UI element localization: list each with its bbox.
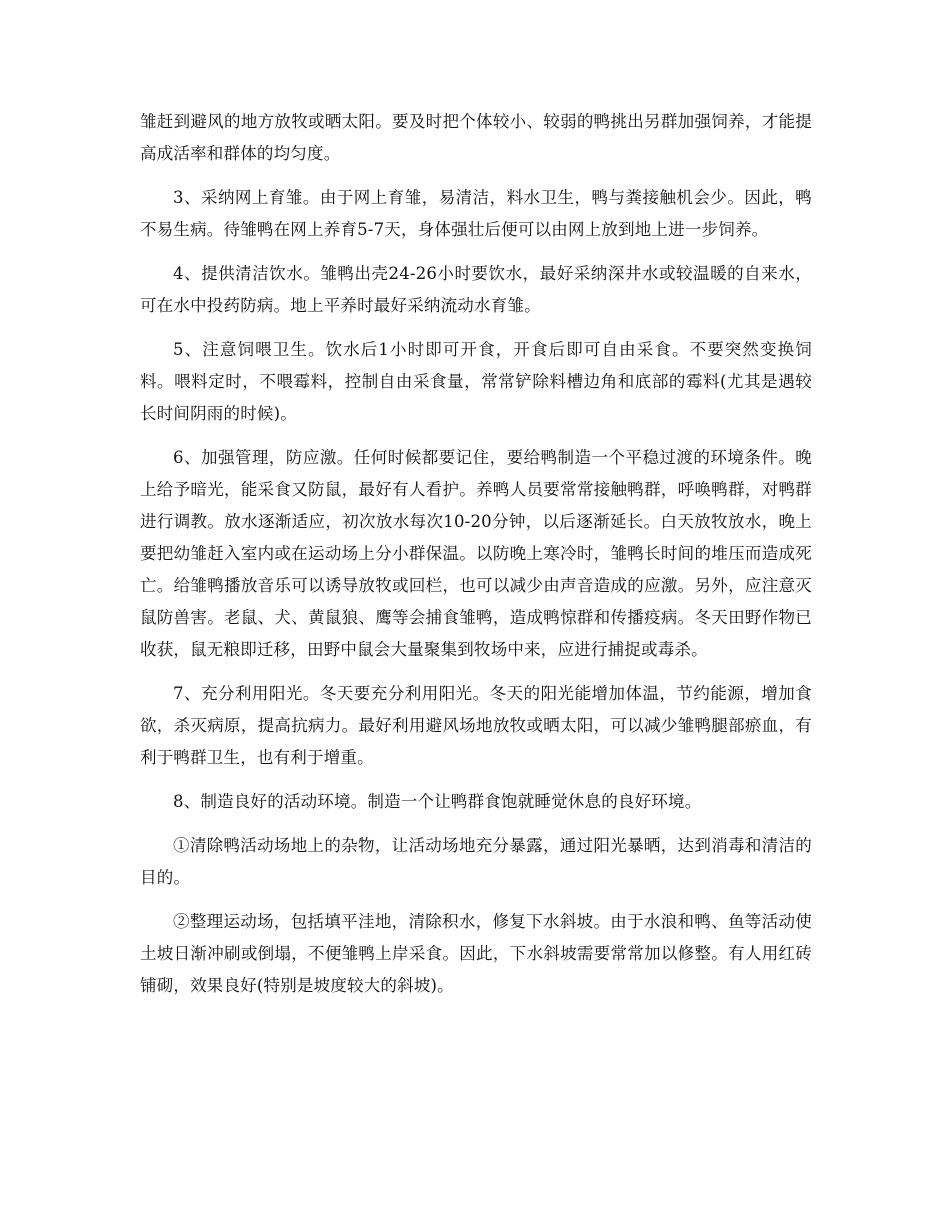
paragraph-item-4: 4、提供清洁饮水。雏鸭出壳24-26小时要饮水，最好采纳深井水或较温暖的自来水，可在水中投药防病。地上平养时最好采纳流动水育雏。: [140, 264, 812, 315]
paragraph-item-6: 6、加强管理，防应激。任何时候都要记住，要给鸭制造一个平稳过渡的环境条件。晚上给予暗光，能采食又防鼠，最好有人看护。养鸭人员要常常接触鸭群，呼唤鸭群，对鸭群进行调教。放水逐渐适应，初次放水每次10-20分钟，以后逐渐延长。白天放牧放水，晚上要把幼雏赶入室内或在运动场上分小群保温。以防晚上寒冷时，雏鸭长时间的堆压而造成死亡。给雏鸭播放音乐可以诱导放牧或回栏，也可以减少由声音造成的应激。另外，应注意灭鼠防兽害。老鼠、犬、黄鼠狼、鹰等会捕食雏鸭，造成鸭惊群和传播疫病。冬天田野作物已收获，鼠无粮即迁移，田野中鼠会大量聚集到牧场中来，应进行捕捉或毒杀。: [140, 448, 812, 659]
paragraph-sub-item-1: ①清除鸭活动场地上的杂物，让活动场地充分暴露，通过阳光暴晒，达到消毒和清洁的目的。: [140, 836, 812, 887]
paragraph-item-5: 5、注意饲喂卫生。饮水后1小时即可开食，开食后即可自由采食。不要突然变换饲料。喂料定时，不喂霉料，控制自由采食量，常常铲除料槽边角和底部的霉料(尤其是遇较长时间阴雨的时候)。: [140, 340, 812, 423]
paragraph-item-3: 3、采纳网上育雏。由于网上育雏，易清洁，料水卫生，鸭与粪接触机会少。因此，鸭不易生病。待雏鸭在网上养育5-7天，身体强壮后便可以由网上放到地上进一步饲养。: [140, 188, 812, 239]
paragraph-continuation: 雏赶到避风的地方放牧或晒太阳。要及时把个体较小、较弱的鸭挑出另群加强饲养，才能提高成活率和群体的均匀度。: [140, 112, 812, 163]
paragraph-sub-item-2: ②整理运动场，包括填平洼地，清除积水，修复下水斜坡。由于水浪和鸭、鱼等活动使土坡日渐冲刷或倒塌，不便雏鸭上岸采食。因此，下水斜坡需要常常加以修整。有人用红砖铺砌，效果良好(特别是坡度较大的斜坡)。: [140, 912, 812, 995]
paragraph-item-7: 7、充分利用阳光。冬天要充分利用阳光。冬天的阳光能增加体温，节约能源，增加食欲，杀灭病原，提高抗病力。最好利用避风场地放牧或晒太阳，可以减少雏鸭腿部瘀血，有利于鸭群卫生，也有利于增重。: [140, 684, 812, 767]
paragraph-item-8: 8、制造良好的活动环境。制造一个让鸭群食饱就睡觉休息的良好环境。: [173, 792, 702, 811]
document-body: [140, 106, 812, 1014]
